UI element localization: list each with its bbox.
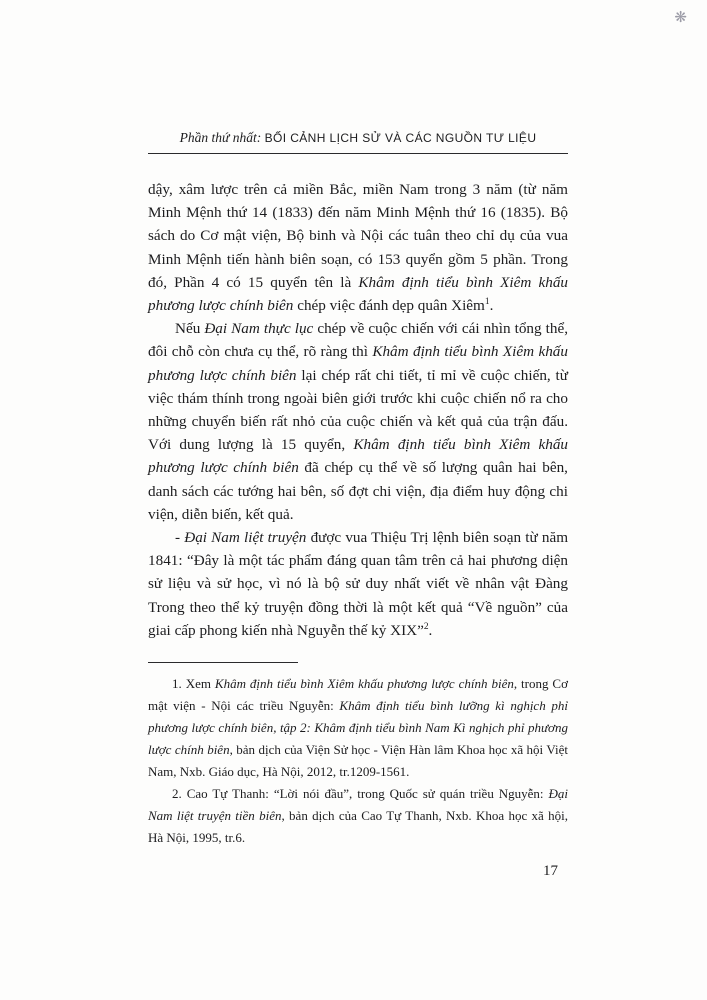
footnote-separator bbox=[148, 662, 298, 663]
footnote-2: 2. Cao Tự Thanh: “Lời nói đầu”, trong Quốc sử quán triều Nguyễn: Đại Nam liệt truyện tiền biên, bản dịch của Cao Tự Thanh, Nxb. Khoa học xã hội, Hà Nội, 1995, tr.6. bbox=[148, 786, 568, 846]
footnote-1: 1. Xem Khâm định tiểu bình Xiêm khấu phương lược chính biên, trong Cơ mật viện - Nội các triều Nguyễn: Khâm định tiểu bình lưỡng kì nghịch phỉ phương lược chính biên, tập 2: Khâm định tiểu bình Nam Kì nghịch phỉ phương lược chính biên, bản dịch của Viện Sử học - Viện Hàn lâm Khoa học xã hội Việt Nam, Nxb. Giáo dục, Hà Nội, 2012, tr.1209-1561. bbox=[148, 676, 568, 780]
paragraph-3: - Đại Nam liệt truyện được vua Thiệu Trị lệnh biên soạn từ năm 1841: “Đây là một tác phẩm đáng quan tâm trên cả hai phương diện sử liệu và sử học, vì nó là bộ sử duy nhất viết về nhân vật Đàng Trong theo thể kỷ truyện đồng thời là một kết quả “Về nguồn” của giai cấp phong kiến nhà Nguyễn thế kỷ XIX”$^2$. bbox=[148, 529, 569, 639]
page-number: 17 bbox=[543, 863, 558, 880]
paragraph-1: dậy, xâm lược trên cả miền Bắc, miền Nam trong 3 năm (từ năm Minh Mệnh thứ 14 (1833) đến năm Minh Mệnh thứ 16 (1835). Bộ sách do Cơ mật viện, Bộ binh và Nội các tuân theo chỉ dụ của vua Minh Mệnh tiến hành biên soạn, có 153 quyển gồm 5 phần. Trong đó, Phần 4 có 15 quyển tên là Khâm định tiểu bình Xiêm khấu phương lược chính biên chép việc đánh dẹp quân Xiêm$^1$. bbox=[148, 181, 569, 315]
body-text bbox=[148, 178, 568, 642]
footnotes-section bbox=[148, 662, 568, 849]
paragraph-2: Nếu Đại Nam thực lục chép về cuộc chiến với cái nhìn tổng thể, đôi chỗ còn chưa cụ thể, rõ ràng thì Khâm định tiểu bình Xiêm khấu phương lược chính biên lại chép rất chi tiết, tỉ mỉ về cuộc chiến, từ việc thám thính trong ngoài biên giới trước khi cuộc chiến nổ ra cho những chuyển biến rất nhỏ của cuộc chiến và kết quả của trận đấu. Với dung lượng là 15 quyển, Khâm định tiểu bình Xiêm khấu phương lược chính biên đã chép cụ thể về số lượng quân hai bên, danh sách các tướng hai bên, số đợt chi viện, địa điểm huy động chi viện, diễn biến, kết quả. bbox=[148, 320, 569, 523]
flower-ornament-icon: ❋ bbox=[674, 8, 687, 26]
page-content bbox=[148, 130, 568, 880]
running-head: Phần thứ nhất: BỐI CẢNH LỊCH SỬ VÀ CÁC NGUỒN TƯ LIỆU bbox=[148, 130, 568, 154]
